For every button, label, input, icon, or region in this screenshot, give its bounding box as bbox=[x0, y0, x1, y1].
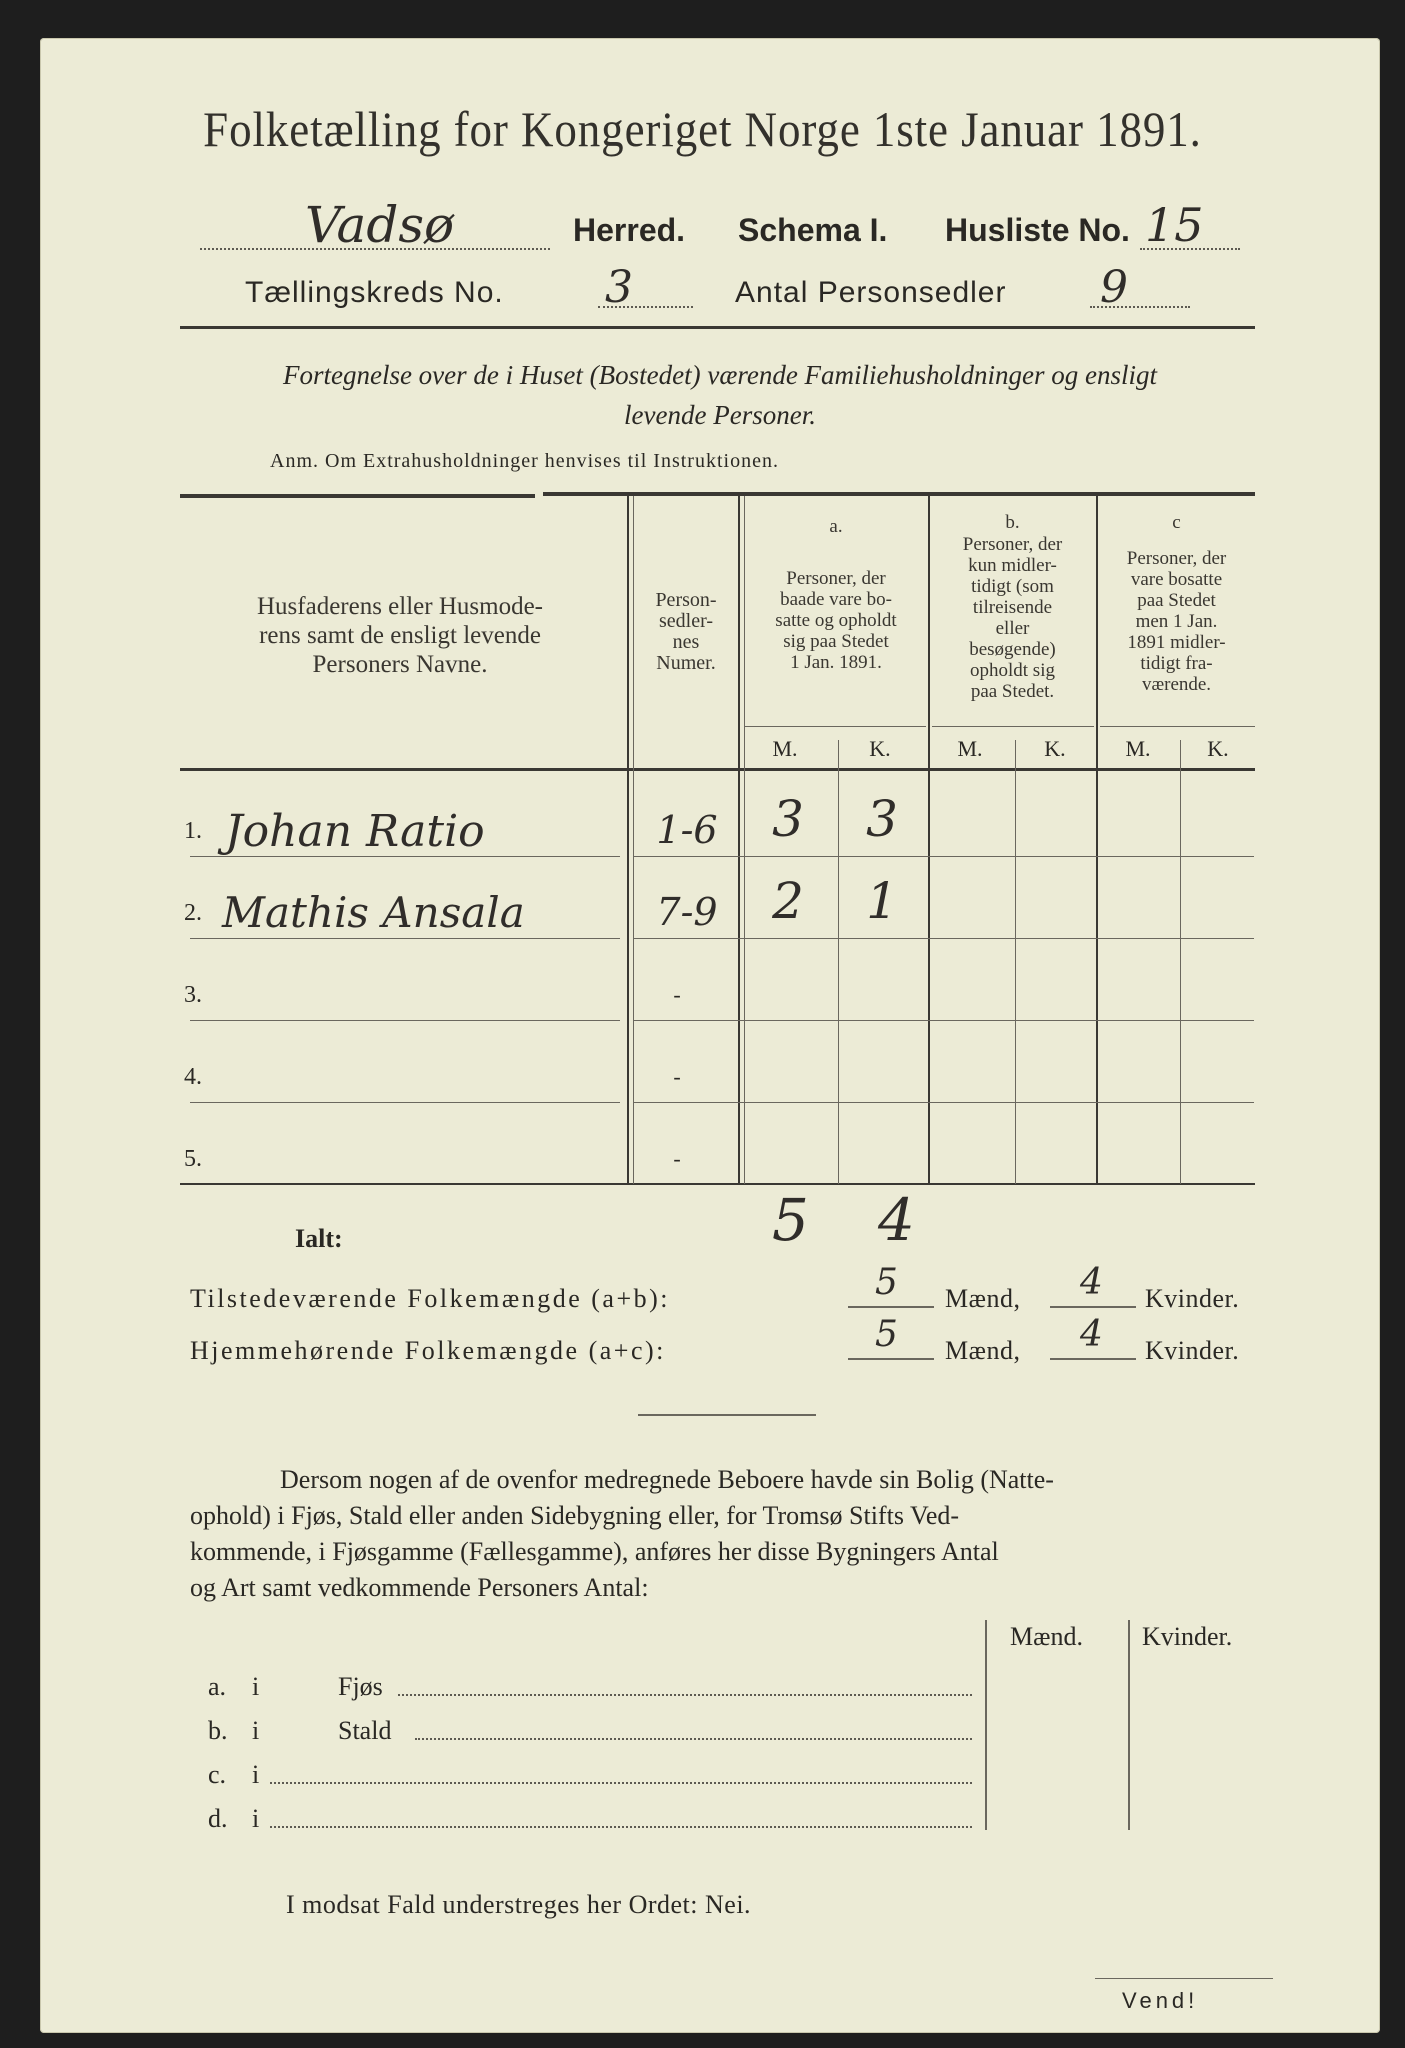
tilstede-kvinder: Kvinder. bbox=[1145, 1284, 1240, 1313]
outbuilding-d-prefix: i bbox=[252, 1804, 260, 1833]
col-divider-c-mk bbox=[1180, 740, 1181, 1184]
header-b-letter: b. bbox=[1005, 512, 1020, 533]
table-top-rule-left bbox=[180, 494, 535, 498]
row-1-a-k: 3 bbox=[866, 790, 898, 848]
header-b-k: K. bbox=[1044, 736, 1066, 761]
outbuildings-kvinder-header: Kvinder. bbox=[1142, 1622, 1233, 1651]
row-4-number: 4. bbox=[184, 1064, 202, 1090]
hjemme-k: 4 bbox=[1080, 1314, 1103, 1355]
row-line-1-right bbox=[634, 856, 1254, 857]
census-form-sheet bbox=[40, 38, 1380, 2033]
row-2-number: 2. bbox=[184, 900, 202, 926]
outbuildings-divider-2 bbox=[1128, 1620, 1130, 1830]
outbuilding-d-line bbox=[270, 1826, 972, 1828]
row-2-numer: 7-9 bbox=[656, 890, 718, 934]
mk-rule-c bbox=[1100, 726, 1255, 727]
row-line-3 bbox=[190, 1020, 620, 1021]
subtitle-line-2: levende Personer. bbox=[624, 400, 816, 430]
outbuilding-b-prefix: i bbox=[252, 1716, 260, 1745]
row-5-number: 5. bbox=[184, 1146, 202, 1172]
outbuilding-a-prefix: i bbox=[252, 1672, 260, 1701]
header-a: Personer, der baade vare bo- satte og opholdt sig paa Stedet 1 Jan. 1891. bbox=[775, 568, 897, 673]
outbuildings-maend-header: Mænd. bbox=[1010, 1622, 1083, 1651]
tilstede-label: Tilstedeværende Folkemængde (a+b): bbox=[190, 1284, 670, 1313]
table-bottom-rule bbox=[180, 1183, 1255, 1185]
form-title: Folketælling for Kongeriget Norge 1ste Januar 1891. bbox=[203, 101, 1202, 157]
outbuilding-c-line bbox=[270, 1782, 972, 1784]
ialt-k: 4 bbox=[878, 1186, 915, 1254]
outbuilding-b-label: Stald bbox=[338, 1716, 392, 1745]
row-line-4 bbox=[190, 1102, 620, 1103]
antal-value: 9 bbox=[1100, 262, 1128, 313]
hjemme-k-line bbox=[1050, 1358, 1136, 1360]
row-1-numer: 1-6 bbox=[656, 808, 718, 852]
husliste-value: 15 bbox=[1145, 198, 1204, 252]
outbuilding-b-letter: b. bbox=[208, 1716, 228, 1745]
outbuildings-paragraph: Dersom nogen af de ovenfor medregnede Beboere havde sin Bolig (Natte- ophold) i Fjøs, Stald eller anden Sidebygning eller, for Tromsø Stifts Ved- kommende, i Fjøsgamme (Fællesgamme), anføres her disse Bygningers Antal og Art samt vedkommende Personers Antal: bbox=[190, 1465, 1054, 1602]
outbuilding-d-letter: d. bbox=[208, 1804, 228, 1833]
row-3-numer: - bbox=[673, 982, 681, 1007]
table-top-rule-right bbox=[543, 492, 1255, 496]
kreds-label: Tællingskreds No. bbox=[245, 276, 504, 309]
anm-note: Anm. Om Extrahusholdninger henvises til Instruktionen. bbox=[270, 450, 779, 472]
row-2-a-k: 1 bbox=[866, 872, 898, 930]
vend-label: Vend! bbox=[1122, 1988, 1199, 2013]
row-4-numer: - bbox=[673, 1064, 681, 1089]
header-c: Personer, der vare bosatte paa Stedet men 1 Jan. 1891 midler- tidigt fra- værende. bbox=[1126, 548, 1227, 695]
header-numer: Person- sedler- nes Numer. bbox=[655, 589, 717, 674]
header-a-k: K. bbox=[869, 736, 891, 761]
outbuilding-a-line bbox=[398, 1694, 972, 1696]
schema-label: Schema I. bbox=[738, 212, 888, 248]
tilstede-maend: Mænd, bbox=[945, 1284, 1021, 1313]
row-2-name: Mathis Ansala bbox=[222, 888, 525, 937]
row-3-number: 3. bbox=[184, 982, 202, 1008]
outbuildings-divider-1 bbox=[985, 1620, 987, 1830]
vend-rule bbox=[1095, 1978, 1273, 1979]
header-c-m: M. bbox=[1125, 736, 1151, 761]
row-line-3-right bbox=[634, 1020, 1254, 1021]
hjemme-kvinder: Kvinder. bbox=[1145, 1336, 1240, 1365]
outbuilding-a-label: Fjøs bbox=[338, 1672, 383, 1701]
col-divider-a-mk bbox=[838, 740, 839, 1184]
hjemme-label: Hjemmehørende Folkemængde (a+c): bbox=[190, 1336, 666, 1365]
herred-value: Vadsø bbox=[305, 196, 455, 254]
herred-label: Herred. bbox=[573, 212, 686, 248]
outbuilding-c-prefix: i bbox=[252, 1760, 260, 1789]
kreds-value: 3 bbox=[605, 262, 633, 313]
header-b: Personer, der kun midler- tidigt (som tilreisende eller besøgende) opholdt sig paa Stedet. bbox=[962, 534, 1063, 702]
mk-rule-b bbox=[932, 726, 1094, 727]
outbuilding-a-letter: a. bbox=[208, 1672, 227, 1701]
header-b-m: M. bbox=[957, 736, 983, 761]
row-line-4-right bbox=[634, 1102, 1254, 1103]
mk-rule-a bbox=[744, 726, 926, 727]
table-header-rule bbox=[180, 768, 1255, 771]
tilstede-m-line bbox=[848, 1306, 934, 1308]
header-c-letter: c bbox=[1172, 512, 1181, 533]
separator-rule bbox=[638, 1414, 816, 1416]
outbuilding-c-letter: c. bbox=[208, 1760, 227, 1789]
row-line-2-right bbox=[634, 938, 1254, 939]
header-c-k: K. bbox=[1207, 736, 1229, 761]
ialt-m: 5 bbox=[772, 1186, 809, 1254]
outbuilding-b-line bbox=[415, 1738, 972, 1740]
row-1-a-m: 3 bbox=[772, 790, 804, 848]
col-divider-b-mk bbox=[1015, 740, 1016, 1184]
row-2-a-m: 2 bbox=[772, 872, 804, 930]
row-line-2 bbox=[190, 938, 620, 939]
husliste-label: Husliste No. bbox=[945, 212, 1130, 248]
header-a-m: M. bbox=[772, 736, 798, 761]
hjemme-m-line bbox=[848, 1358, 934, 1360]
tilstede-m: 5 bbox=[875, 1262, 898, 1303]
tilstede-k: 4 bbox=[1080, 1262, 1103, 1303]
header-rule bbox=[180, 326, 1255, 329]
row-1-number: 1. bbox=[184, 818, 202, 844]
hjemme-maend: Mænd, bbox=[945, 1336, 1021, 1365]
antal-label: Antal Personsedler bbox=[735, 276, 1007, 309]
row-5-numer: - bbox=[673, 1146, 681, 1171]
hjemme-m: 5 bbox=[875, 1314, 898, 1355]
row-1-name: Johan Ratio bbox=[225, 806, 485, 857]
ialt-label: Ialt: bbox=[295, 1224, 343, 1253]
header-names: Husfaderens eller Husmode- rens samt de ensligt levende Personers Navne. bbox=[256, 593, 543, 678]
tilstede-k-line bbox=[1050, 1306, 1136, 1308]
col-divider-numer bbox=[627, 496, 629, 1184]
subtitle-line-1: Fortegnelse over de i Huset (Bostedet) værende Familiehusholdninger og ensligt bbox=[282, 360, 1158, 390]
modsat-note: I modsat Fald understreges her Ordet: Nei. bbox=[286, 1890, 752, 1919]
header-a-letter: a. bbox=[829, 516, 843, 537]
